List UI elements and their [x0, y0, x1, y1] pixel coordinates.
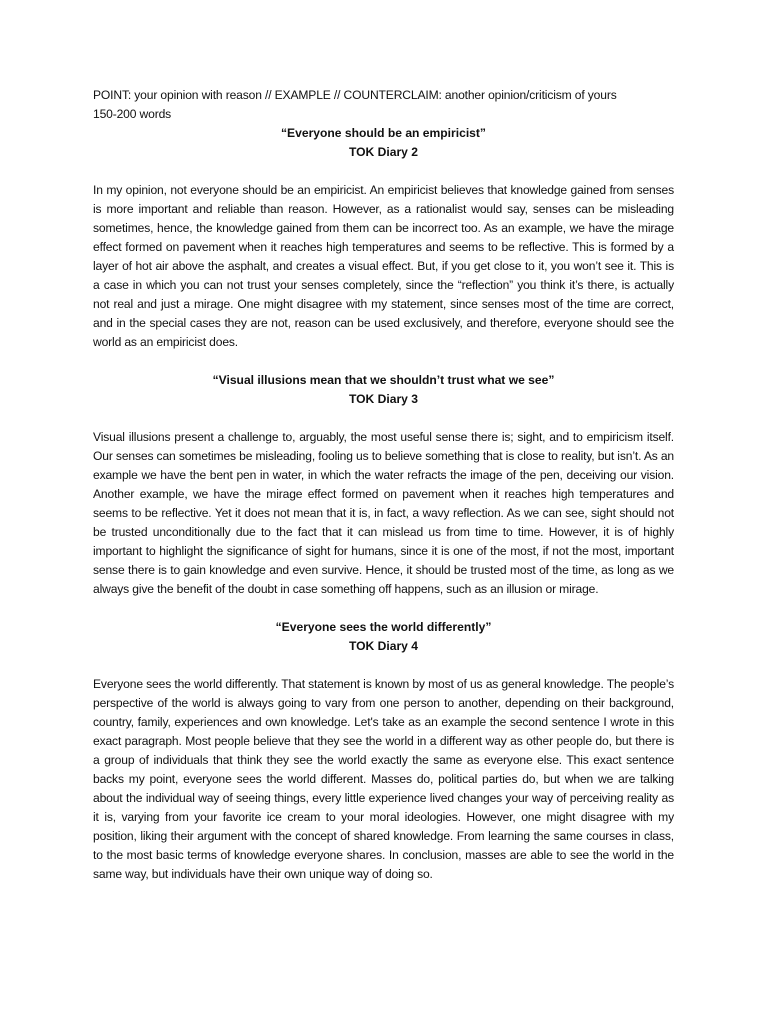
entry-body-diary-4: Everyone sees the world differently. That statement is known by most of us as general knowledge. The people’s perspective of the world is always going to vary from one person to another, depending on their background, country, family, experiences and own knowledge. Let's take as an example the second sentence I wrote in this exact paragraph. Most people believe that they see the world in a different way as other people do, but there is a group of individuals that think they see the world exactly the same as everyone else. This exact sentence backs my point, everyone sees the world different. Masses do, political parties do, but when we are talking about the individual way of seeing things, every little experience lived changes your way of perceiving reality as it is, varying from your favorite ice cream to your moral ideologies. However, one might disagree with my position, liking their argument with the concept of shared knowledge. From learning the same courses in class, to the most basic terms of knowledge everyone shares. In conclusion, masses are able to see the world in the same way, but individuals have their own unique way of doing so. [93, 677, 674, 881]
entry-quote: “Everyone should be an empiricist” [281, 126, 486, 140]
instructions-line-2: 150-200 words [93, 107, 172, 121]
entry-quote: “Everyone sees the world differently” [275, 620, 492, 634]
entry-heading-diary-2 [93, 124, 674, 162]
entry-diary-label: TOK Diary 4 [348, 639, 418, 653]
entry-diary-label: TOK Diary 3 [348, 392, 418, 406]
entry-heading-diary-3 [93, 371, 674, 409]
entry-quote: “Visual illusions mean that we shouldn’t trust what we see” [212, 373, 555, 387]
entry-heading-diary-4 [93, 618, 674, 656]
document-page [93, 86, 674, 884]
entry-body-diary-3: Visual illusions present a challenge to, arguably, the most useful sense there is; sight, and to empiricism itself. Our senses can sometimes be misleading, fooling us to believe something that is close to reality, but isn’t. As an example we have the bent pen in water, in which the water refracts the image of the pen, deceiving our vision. Another example, we have the mirage effect formed on pavement when it reaches high temperatures and seems to be reflective. Yet it does not mean that it is, in fact, a wavy reflection. As we can see, sight should not be trusted unconditionally due to the fact that it can mislead us from time to time. However, it is of highly important to highlight the significance of sight for humans, since it is one of the most, if not the most, important sense there is to gain knowledge and even survive. Hence, it should be trusted most of the time, as long as we always give the benefit of the doubt in case something off happens, such as an illusion or mirage. [93, 430, 674, 596]
instructions-line-1: POINT: your opinion with reason // EXAMPLE // COUNTERCLAIM: another opinion/criticism of yours [93, 88, 617, 102]
entry-diary-label: TOK Diary 2 [348, 145, 418, 159]
entry-body-diary-2: In my opinion, not everyone should be an empiricist. An empiricist believes that knowledge gained from senses is more important and reliable than reason. However, as a rationalist would say, senses can be misleading sometimes, hence, the knowledge gained from them can be incorrect too. As an example, we have the mirage effect formed on pavement when it reaches high temperatures and seems to be reflective. This is formed by a layer of hot air above the asphalt, and creates a visual effect. But, if you get close to it, you won’t see it. This is a case in which you can not trust your senses completely, since the “reflection” you think it’s there, is actually not real and just a mirage. One might disagree with my statement, since senses most of the time are correct, and in the special cases they are not, reason can be used exclusively, and therefore, everyone should see the world as an empiricist does. [93, 183, 674, 349]
